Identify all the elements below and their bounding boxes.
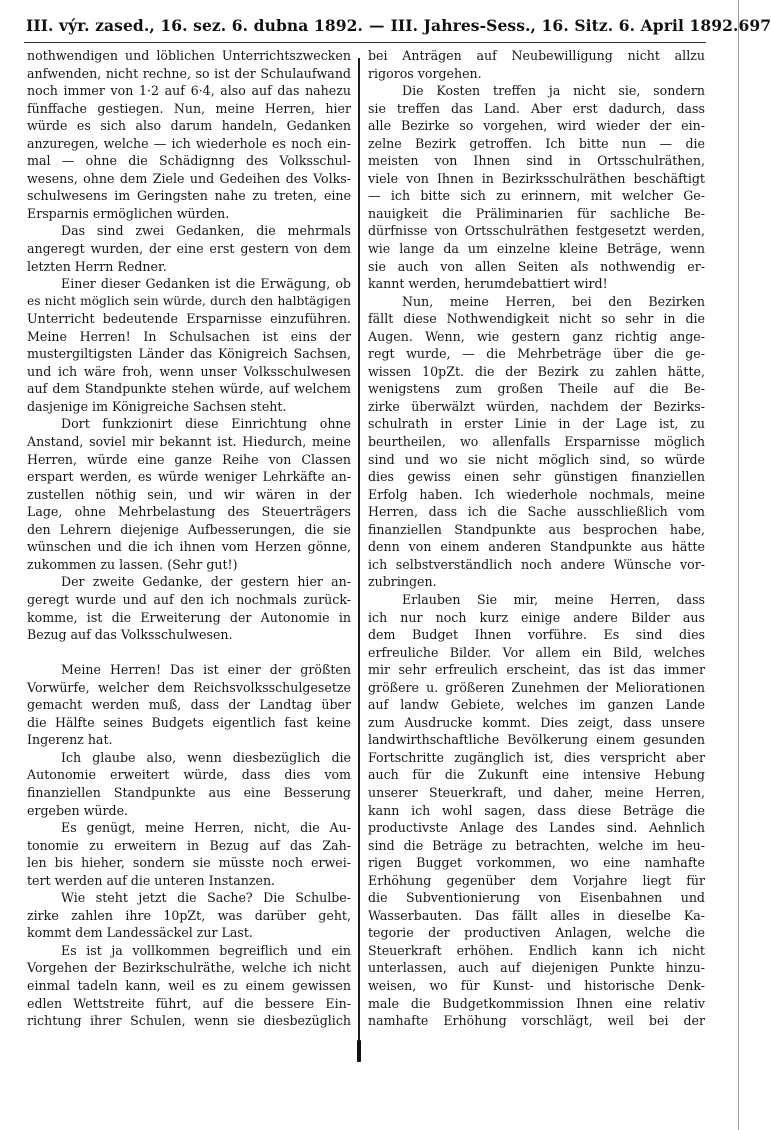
text-line: Vorgehen der Bezirkschulräthe, welche ich nicht bbox=[27, 960, 351, 976]
text-line: Autonomie erweitert würde, dass dies vom bbox=[27, 767, 351, 783]
text-line: auf landw Gebiete, welches im ganzen Lande bbox=[368, 697, 705, 713]
text-line: komme, ist die Erweiterung der Autonomie in bbox=[27, 609, 351, 625]
text-line: Nun, meine Herren, bei den Bezirken bbox=[402, 293, 705, 309]
text-line: mustergiltigsten Länder das Königreich Sachsen, bbox=[27, 346, 351, 362]
text-line: erspart werden, es würde weniger Lehrkäfte an- bbox=[27, 469, 351, 485]
text-line: Meine Herren! In Schulsachen ist eins der bbox=[27, 328, 351, 344]
left-column bbox=[27, 47, 351, 1030]
text-line: dürfnisse von Ortsschulräthen festgesetzt werden, bbox=[368, 223, 705, 239]
text-line: und ich wäre froh, wenn unser Volksschulwesen bbox=[27, 363, 351, 379]
column-divider-end bbox=[357, 1040, 361, 1062]
text-line: ich nur noch kurz einige andere Bilder aus bbox=[368, 609, 705, 625]
text-line: beurtheilen, wo allenfalls Ersparnisse möglich bbox=[368, 434, 705, 450]
text-line: kannt werden, herumdebattiert wird! bbox=[368, 276, 608, 292]
text-line: Dort funkzionirt diese Einrichtung ohne bbox=[61, 416, 351, 432]
text-line: Ersparnis ermöglichen würden. bbox=[27, 205, 230, 221]
text-line: Die Kosten treffen ja nicht sie, sondern bbox=[402, 83, 705, 99]
text-line: Es ist ja vollkommen begreiflich und ein bbox=[61, 942, 351, 958]
text-line: Erlauben Sie mir, meine Herren, dass bbox=[402, 591, 705, 607]
header-separator: — bbox=[368, 16, 385, 35]
text-line: dasjenige im Königreiche Sachsen steht. bbox=[27, 398, 287, 414]
text-line: Vorwürfe, welcher dem Reichsvolksschulgesetze bbox=[27, 679, 351, 695]
text-line: größere u. größeren Zunehmen der Meliorationen bbox=[368, 679, 705, 695]
text-line: unterlassen, auch auf diejenigen Punkte hinzu- bbox=[368, 960, 705, 976]
text-line: angeregt wurden, der eine erst gestern von dem bbox=[27, 241, 351, 257]
text-line: Einer dieser Gedanken ist die Erwägung, ob bbox=[61, 276, 351, 292]
paragraph-gap bbox=[27, 644, 351, 662]
text-line: es nicht möglich sein würde, durch den halbtägigen bbox=[27, 293, 351, 308]
text-line: landwirthschaftliche Bevölkerung einem gesunden bbox=[368, 732, 705, 748]
text-line: mir sehr erfreulich erscheint, das ist das immer bbox=[368, 662, 705, 678]
text-line: ich selbstverständlich noch andere Wünsche vor- bbox=[368, 556, 705, 572]
running-header bbox=[26, 16, 771, 42]
text-line: noch immer von 1·2 auf 6·4, also auf das nahezu bbox=[27, 83, 351, 99]
text-line: Anstand, soviel mir bekannt ist. Hiedurch, meine bbox=[27, 434, 351, 450]
text-line: Das sind zwei Gedanken, die mehrmals bbox=[61, 223, 351, 239]
text-line: ergeben würde. bbox=[27, 802, 129, 818]
text-line: Erhöhung gegenüber dem Vorjahre liegt für bbox=[368, 872, 705, 888]
text-line: die Hälfte seines Budgets eigentlich fast keine bbox=[27, 714, 351, 730]
right-column bbox=[368, 47, 705, 1030]
text-line: zirke zahlen ihre 10pZt, was darüber geht, bbox=[27, 907, 351, 923]
text-line: die Subventionierung von Eisenbahnen und bbox=[368, 890, 705, 906]
text-line: einmal tadeln kann, weil es zu einem gewissen bbox=[27, 977, 351, 993]
text-line: Steuerkraft erhöhen. Endlich kann ich nicht bbox=[368, 942, 705, 958]
text-line: den Lehrern diejenige Aufbesserungen, die sie bbox=[27, 521, 351, 537]
text-line: Lage, ohne Mehrbelastung des Steuerträgers bbox=[27, 504, 351, 520]
text-line: zelne Bezirk getroffen. Ich bitte nun — die bbox=[368, 135, 705, 151]
text-line: finanziellen Standpunkte aus besprochen habe, bbox=[368, 521, 705, 537]
text-line: zirke überwälzt würden, nachdem der Bezirks- bbox=[368, 398, 705, 414]
text-line: schulrath in erster Linie in der Lage ist, zu bbox=[368, 416, 705, 432]
text-line: meisten von Ihnen sind in Ortsschulräthen, bbox=[368, 153, 705, 169]
text-line: nauigkeit die Präliminarien für sachliche Be- bbox=[368, 205, 705, 221]
text-line: finanziellen Standpunkte aus eine Besserung bbox=[27, 784, 351, 800]
text-line: würde es sich also darum handeln, Gedanken bbox=[27, 118, 351, 134]
text-line: male die Budgetkommission Ihnen eine relativ bbox=[368, 995, 705, 1011]
text-line: sie auch von allen Seiten als nothwendig er- bbox=[368, 258, 705, 274]
text-line: kann ich wohl sagen, dass diese Beträge die bbox=[368, 802, 705, 818]
text-line: wesens, ohne dem Ziele und Gedeihen des Volks- bbox=[27, 170, 351, 186]
text-line: tert werden auf die unteren Instanzen. bbox=[27, 872, 276, 888]
text-line: wie lange da um einzelne kleine Beträge, wenn bbox=[368, 241, 705, 257]
text-line: zukommen zu lassen. (Sehr gut!) bbox=[27, 556, 238, 572]
text-line: dies gewiss einen sehr günstigen finanziellen bbox=[368, 469, 705, 485]
text-line: wünschen und die ich ihnen vom Herzen gönne, bbox=[27, 539, 351, 555]
header-rule bbox=[24, 42, 706, 43]
text-line: Herren, würde eine ganze Reihe von Classen bbox=[27, 451, 351, 467]
text-line: sind die Beträge zu betrachten, welche im heu- bbox=[368, 837, 705, 853]
text-line: mal — ohne die Schädignng des Volksschul- bbox=[27, 153, 351, 169]
text-line: tegorie der productiven Anlagen, welche die bbox=[368, 925, 705, 941]
text-line: productivste Anlage des Landes sind. Aehnlich bbox=[368, 820, 705, 836]
text-line: Der zweite Gedanke, der gestern hier an- bbox=[61, 574, 351, 590]
text-line: gemacht werden muß, dass der Landtag über bbox=[27, 697, 351, 713]
text-line: Herren, dass ich die Sache ausschließlich vom bbox=[368, 504, 705, 520]
text-line: Fortschritte zugänglich ist, dies verspricht aber bbox=[368, 749, 705, 765]
text-line: fällt diese Nothwendigkeit nicht so sehr in die bbox=[368, 311, 705, 327]
text-line: bei Anträgen auf Neubewilligung nicht allzu bbox=[368, 48, 705, 63]
text-line: auch für die Zukunft eine intensive Hebung bbox=[368, 767, 705, 783]
page-number: 697 bbox=[738, 16, 771, 35]
text-line: kommt dem Landessäckel zur Last. bbox=[27, 925, 253, 941]
text-line: Augen. Wenn, wie gestern ganz richtig ange- bbox=[368, 328, 705, 344]
text-line: anzuregen, welche — ich wiederhole es noch ein- bbox=[27, 135, 351, 151]
text-line: regt wurde, — die Mehrbeträge über die ge- bbox=[368, 346, 705, 362]
text-line: geregt wurde und auf den ich nochmals zurück- bbox=[27, 591, 351, 607]
text-line: erfreuliche Bilder. Vor allem ein Bild, welches bbox=[368, 644, 705, 660]
text-line: letzten Herrn Redner. bbox=[27, 258, 167, 274]
header-czech: III. výr. zased., 16. sez. 6. dubna 1892. bbox=[26, 16, 363, 35]
text-line: viele von Ihnen in Bezirksschulräthen beschäftigt bbox=[368, 170, 705, 186]
text-line: namhafte Erhöhung vorschlägt, weil bei der bbox=[368, 1013, 705, 1029]
text-line: schulwesens im Geringsten nahe zu treten, eine bbox=[27, 188, 351, 204]
text-line: Ingerenz hat. bbox=[27, 732, 113, 748]
text-line: rigen Bugget vorkommen, wo eine namhafte bbox=[368, 855, 705, 871]
text-line: wenigstens zum großen Theile auf die Be- bbox=[368, 381, 705, 397]
text-line: Ich glaube also, wenn diesbezüglich die bbox=[61, 749, 351, 765]
text-line: wissen 10pZt. die der Bezirk zu zahlen hätte, bbox=[368, 363, 705, 379]
text-line: zustellen nöthig sein, und wir wären in der bbox=[27, 486, 351, 502]
header-german: III. Jahres-Sess., 16. Sitz. 6. April 1892. bbox=[390, 16, 739, 35]
text-line: — ich bitte sich zu erinnern, mit welcher Ge- bbox=[368, 188, 705, 204]
text-line: fünffache gestiegen. Nun, meine Herren, hier bbox=[27, 100, 351, 116]
text-line: richtung ihrer Schulen, wenn sie diesbezüglich bbox=[27, 1013, 351, 1029]
text-line: dem Budget Ihnen vorführe. Es sind dies bbox=[368, 627, 705, 643]
text-line: Unterricht bedeutende Ersparnisse einzuführen. bbox=[27, 311, 351, 327]
text-line: nothwendigen und löblichen Unterrichtszwecken bbox=[27, 48, 351, 63]
text-line: tonomie zu erweitern in Bezug auf das Zah- bbox=[27, 837, 351, 853]
text-line: anfwenden, nicht rechne, so ist der Schulaufwand bbox=[27, 65, 351, 81]
text-line: auf dem Standpunkte stehen würde, auf welchem bbox=[27, 381, 351, 397]
text-line: Es genügt, meine Herren, nicht, die Au- bbox=[61, 820, 351, 836]
scan-page-edge bbox=[738, 0, 739, 1130]
text-line: alle Bezirke so vorgehen, wird wieder der ein- bbox=[368, 118, 705, 134]
text-line: zum Ausdrucke kommt. Dies zeigt, dass unsere bbox=[368, 714, 705, 730]
text-line: weisen, wo für Kunst- und historische Denk- bbox=[368, 977, 705, 993]
column-divider bbox=[358, 58, 360, 1061]
text-line: rigoros vorgehen. bbox=[368, 65, 482, 81]
text-line: Erfolg haben. Ich wiederhole nochmals, meine bbox=[368, 486, 705, 502]
text-line: Meine Herren! Das ist einer der größten bbox=[61, 662, 351, 678]
text-line: edlen Wettstreite führt, auf die bessere Ein- bbox=[27, 995, 351, 1011]
text-line: Bezug auf das Volksschulwesen. bbox=[27, 627, 233, 643]
text-line: denn von einem anderen Standpunkte aus hätte bbox=[368, 539, 705, 555]
text-line: len bis hieher, sondern sie müsste noch erwei- bbox=[27, 855, 351, 871]
text-line: Wasserbauten. Das fällt alles in dieselbe Ka- bbox=[368, 907, 705, 923]
text-line: unserer Steuerkraft, und daher, meine Herren, bbox=[368, 784, 705, 800]
text-line: sind und wo sie nicht möglich sind, so würde bbox=[368, 451, 705, 467]
text-line: zubringen. bbox=[368, 574, 437, 590]
text-line: sie treffen das Land. Aber erst dadurch, dass bbox=[368, 100, 705, 116]
text-line: Wie steht jetzt die Sache? Die Schulbe- bbox=[61, 890, 351, 906]
